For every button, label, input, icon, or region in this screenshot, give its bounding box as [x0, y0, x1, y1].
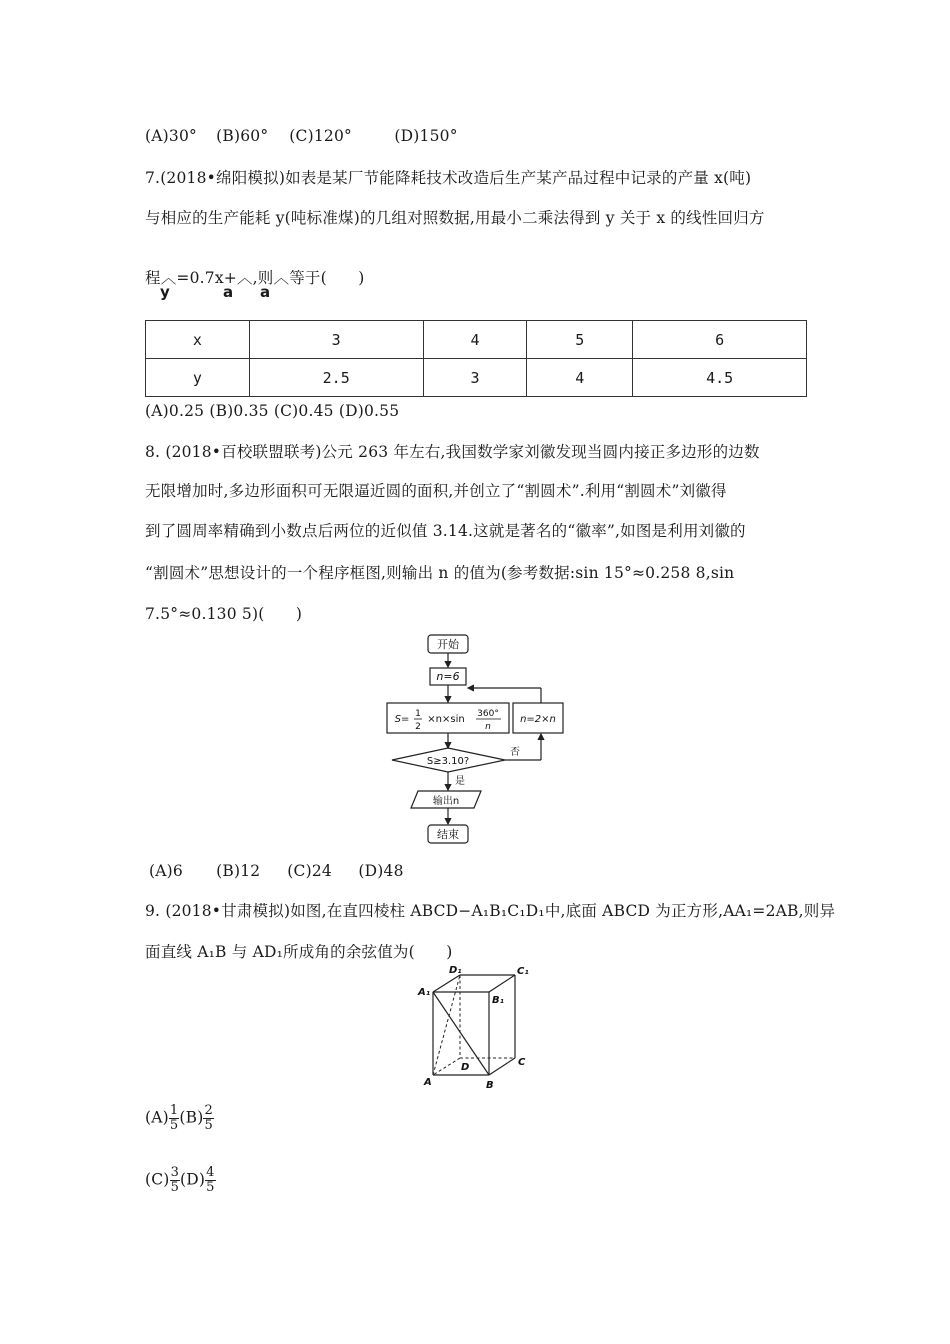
table-cell: 3 — [249, 321, 423, 359]
table-cell: 6 — [633, 321, 807, 359]
q9-line-1: 9. (2018•甘肃模拟)如图,在直四棱柱 ABCD−A₁B₁C₁D₁中,底面 ABCD 为正方形,AA₁=2AB,则异 — [145, 902, 836, 920]
q9-option-d-frac: $\frac{4}{5}$ — [206, 1165, 215, 1195]
q8-option-d: (D)48 — [358, 862, 404, 880]
flowchart — [380, 630, 570, 850]
label-d1: D₁ — [449, 965, 462, 976]
flow-end-label: 结束 — [437, 828, 459, 841]
label-b: B — [486, 1080, 494, 1091]
flow-start-label: 开始 — [437, 638, 459, 651]
q6-option-a: (A)30° — [145, 127, 197, 145]
q8-line-3: 到了圆周率精确到小数点后两位的近似值 3.14.这就是著名的“徽率”,如图是利用刘徽的 — [145, 522, 746, 540]
label-d: D — [461, 1062, 470, 1073]
q7-hat-y: y — [160, 283, 170, 301]
q9-option-c-label: (C) — [145, 1170, 170, 1189]
label-b1: B₁ — [492, 995, 505, 1006]
q8-option-a: (A)6 — [149, 862, 183, 880]
q7-hat-a2: a — [260, 283, 271, 301]
q9-option-c-frac: $\frac{3}{5}$ — [170, 1165, 180, 1195]
table-cell: 4.5 — [633, 359, 807, 397]
table-row-y — [146, 359, 807, 397]
q8-line-5: 7.5°≈0.130 5)( ) — [145, 605, 303, 623]
flow-yes-label: 是 — [455, 776, 465, 787]
flow-formula-mid: ×n×sin — [427, 714, 465, 725]
label-c1: C₁ — [517, 966, 529, 977]
table-cell: 2.5 — [249, 359, 423, 397]
table-cell: 4 — [527, 359, 633, 397]
q9-option-b-frac: $\frac{2}{5}$ — [204, 1103, 213, 1133]
table-cell: x — [146, 321, 250, 359]
q9-line-2: 面直线 A₁B 与 AD₁所成角的余弦值为( ) — [145, 943, 453, 961]
flow-formula-half-den: 2 — [415, 722, 421, 732]
q8-line-1: 8. (2018•百校联盟联考)公元 263 年左右,我国数学家刘徽发现当圆内接正多边形的边数 — [145, 443, 760, 461]
q8-options — [145, 862, 404, 880]
q8-line-2: 无限增加时,多边形面积可无限逼近圆的面积,并创立了“割圆术”.利用“割圆术”刘徽得 — [145, 482, 727, 500]
q9-options-cd — [145, 1166, 216, 1195]
q9-option-d-label: (D) — [180, 1170, 206, 1189]
flow-init-label: n=6 — [436, 670, 460, 683]
prism-figure — [415, 965, 540, 1095]
label-a1: A₁ — [418, 987, 431, 998]
flow-formula-angle-den: n — [485, 722, 491, 732]
flow-output-label: 输出n — [432, 796, 460, 807]
flow-formula-angle-num: 360° — [477, 709, 499, 719]
flow-formula-half-num: 1 — [415, 709, 421, 719]
q9-option-b-label: (B) — [179, 1108, 204, 1127]
q8-line-4: “割圆术”思想设计的一个程序框图,则输出 n 的值为(参考数据:sin 15°≈0.258 8,sin — [145, 564, 735, 582]
q7-line-3: 程︿=0.7x+︿,则︿等于( ) — [145, 269, 365, 287]
q6-options — [145, 127, 458, 145]
q6-option-d: (D)150° — [394, 127, 458, 145]
label-c: C — [518, 1057, 526, 1068]
q8-option-b: (B)12 — [216, 862, 261, 880]
q6-option-c: (C)120° — [289, 127, 352, 145]
q7-hat-a1: a — [223, 283, 234, 301]
q9-option-a-frac: $\frac{1}{5}$ — [169, 1103, 179, 1133]
flow-condition-label: S≥3.10? — [426, 756, 470, 767]
q9-options-ab — [145, 1104, 214, 1133]
table-cell: 4 — [423, 321, 527, 359]
flow-no-label: 否 — [510, 747, 520, 758]
table-cell: 5 — [527, 321, 633, 359]
table-cell: 3 — [423, 359, 527, 397]
q8-option-c: (C)24 — [287, 862, 332, 880]
q7-data-table — [145, 320, 807, 397]
q6-option-b: (B)60° — [216, 127, 269, 145]
table-row-x — [146, 321, 807, 359]
table-cell: y — [146, 359, 250, 397]
q7-options: (A)0.25 (B)0.35 (C)0.45 (D)0.55 — [145, 402, 400, 420]
label-a: A — [424, 1077, 432, 1088]
flow-update-label: n=2×n — [520, 714, 556, 725]
q9-option-a-label: (A) — [145, 1108, 169, 1127]
flow-formula-s: S= — [394, 714, 410, 725]
q7-line-1: 7.(2018•绵阳模拟)如表是某厂节能降耗技术改造后生产某产品过程中记录的产量 x(吨) — [145, 169, 752, 187]
q7-line-2: 与相应的生产能耗 y(吨标准煤)的几组对照数据,用最小二乘法得到 y 关于 x 的线性回归方 — [145, 209, 765, 227]
